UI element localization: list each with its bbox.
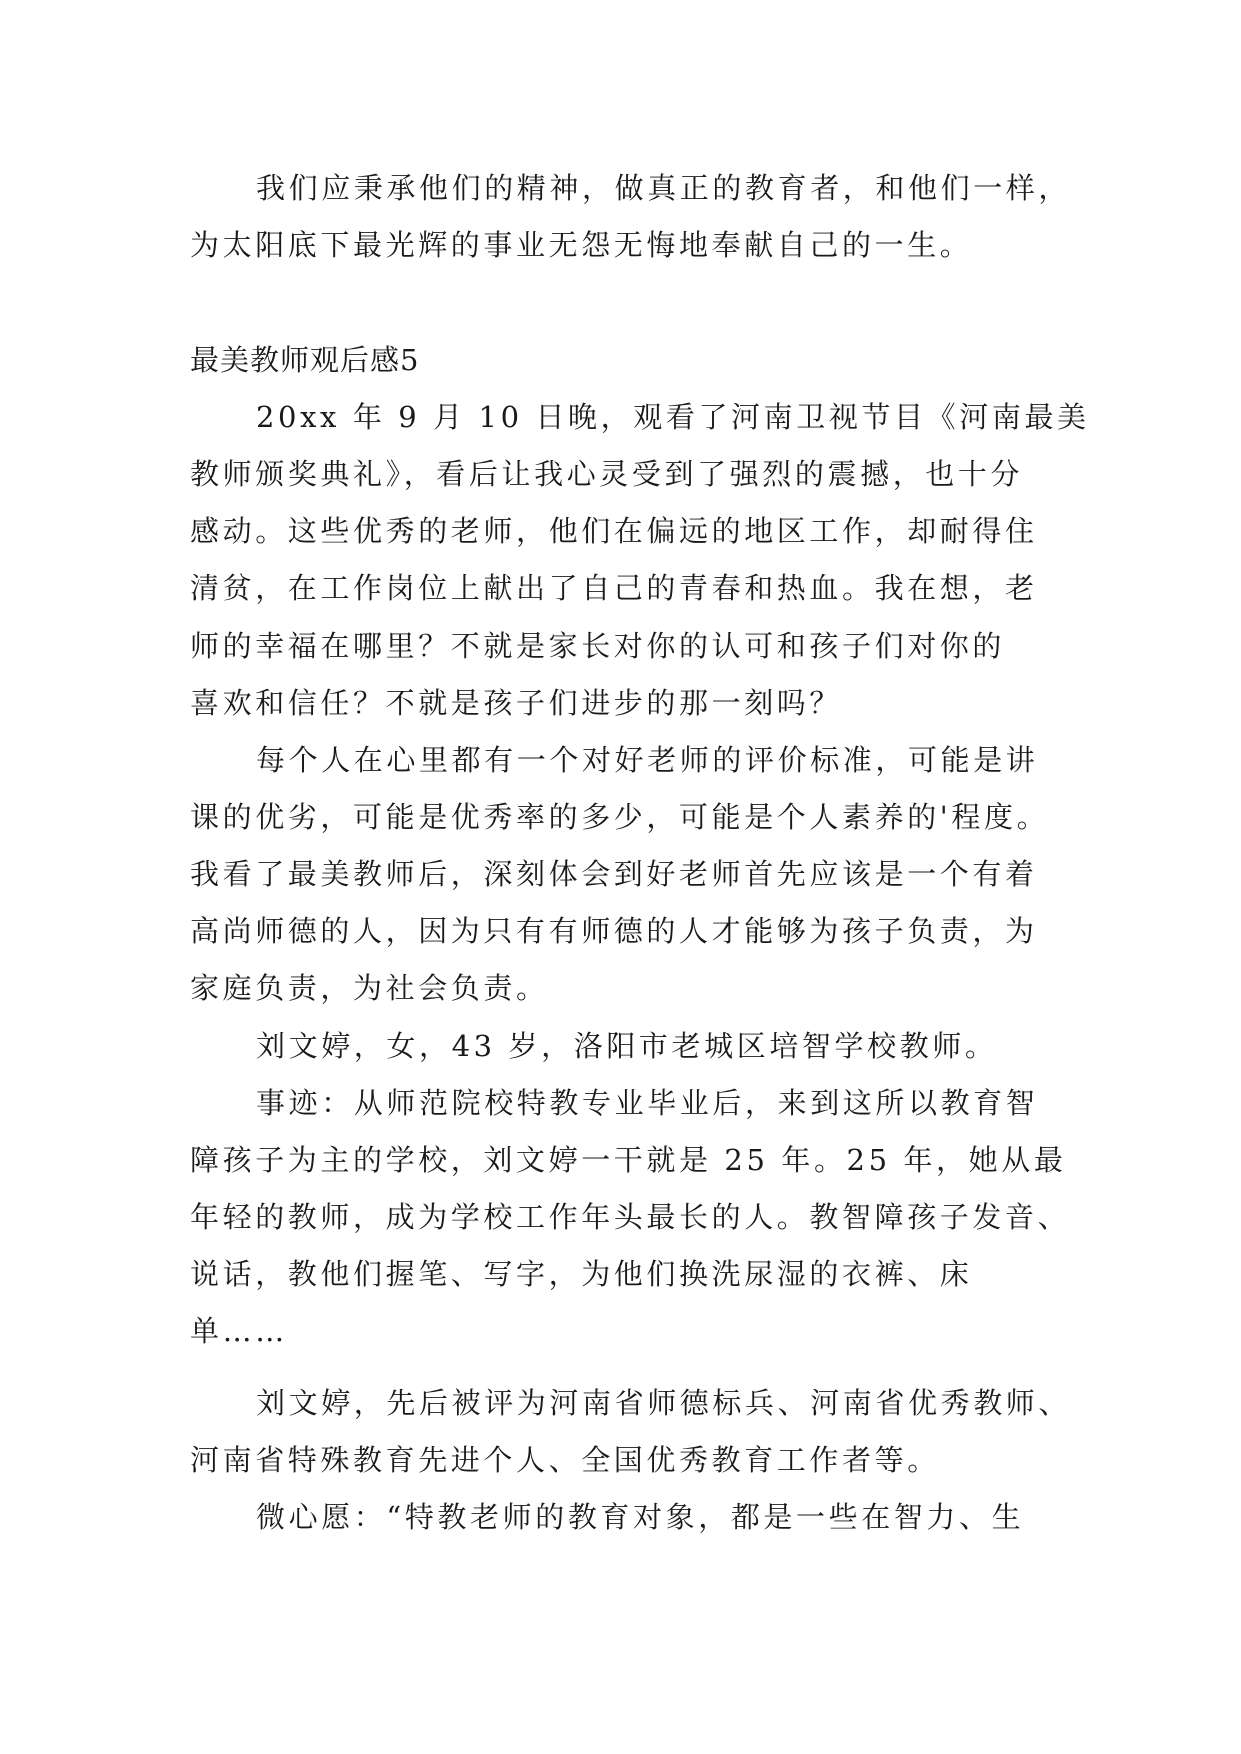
paragraph-line: 障孩子为主的学校，刘文婷一干就是 25 年。25 年，她从最 <box>190 1143 1067 1177</box>
paragraph-line: 喜欢和信任？不就是孩子们进步的那一刻吗？ <box>190 686 843 720</box>
paragraph-line: 高尚师德的人，因为只有有师德的人才能够为孩子负责，为 <box>190 914 1038 948</box>
paragraph-line: 我们应秉承他们的精神，做真正的教育者，和他们一样， <box>256 171 1072 205</box>
paragraph-line: 清贫，在工作岗位上献出了自己的青春和热血。我在想，老 <box>190 571 1038 605</box>
paragraph-line: 刘文婷，女，43 岁，洛阳市老城区培智学校教师。 <box>256 1029 998 1063</box>
paragraph-line: 年轻的教师，成为学校工作年头最长的人。教智障孩子发音、 <box>190 1200 1071 1234</box>
paragraph-line: 教师颁奖典礼》，看后让我心灵受到了强烈的震撼，也十分 <box>190 457 1024 491</box>
paragraph-line: 单…… <box>190 1314 288 1348</box>
paragraph-line: 课的优劣，可能是优秀率的多少，可能是个人素养的'程度。 <box>190 800 1050 834</box>
paragraph-line: 河南省特殊教育先进个人、全国优秀教育工作者等。 <box>190 1443 940 1477</box>
paragraph-line: 微心愿：“特教老师的教育对象，都是一些在智力、生 <box>256 1500 1025 1534</box>
section-heading: 最美教师观后感5 <box>190 343 420 377</box>
paragraph-line: 感动。这些优秀的老师，他们在偏远的地区工作，却耐得住 <box>190 514 1038 548</box>
paragraph-line: 事迹：从师范院校特教专业毕业后，来到这所以教育智 <box>256 1086 1039 1120</box>
paragraph-line: 刘文婷，先后被评为河南省师德标兵、河南省优秀教师、 <box>256 1386 1072 1420</box>
paragraph-line: 20xx 年 9 月 10 日晚，观看了河南卫视节目《河南最美 <box>256 400 1090 434</box>
paragraph-line: 每个人在心里都有一个对好老师的评价标准，可能是讲 <box>256 743 1039 777</box>
paragraph-line: 家庭负责，为社会负责。 <box>190 971 549 1005</box>
paragraph-line: 说话，教他们握笔、写字，为他们换洗尿湿的衣裤、床 <box>190 1257 973 1291</box>
paragraph-line: 我看了最美教师后，深刻体会到好老师首先应该是一个有着 <box>190 857 1038 891</box>
paragraph-line: 师的幸福在哪里？不就是家长对你的认可和孩子们对你的 <box>190 629 1006 663</box>
paragraph-line: 为太阳底下最光辉的事业无怨无悔地奉献自己的一生。 <box>190 228 973 262</box>
